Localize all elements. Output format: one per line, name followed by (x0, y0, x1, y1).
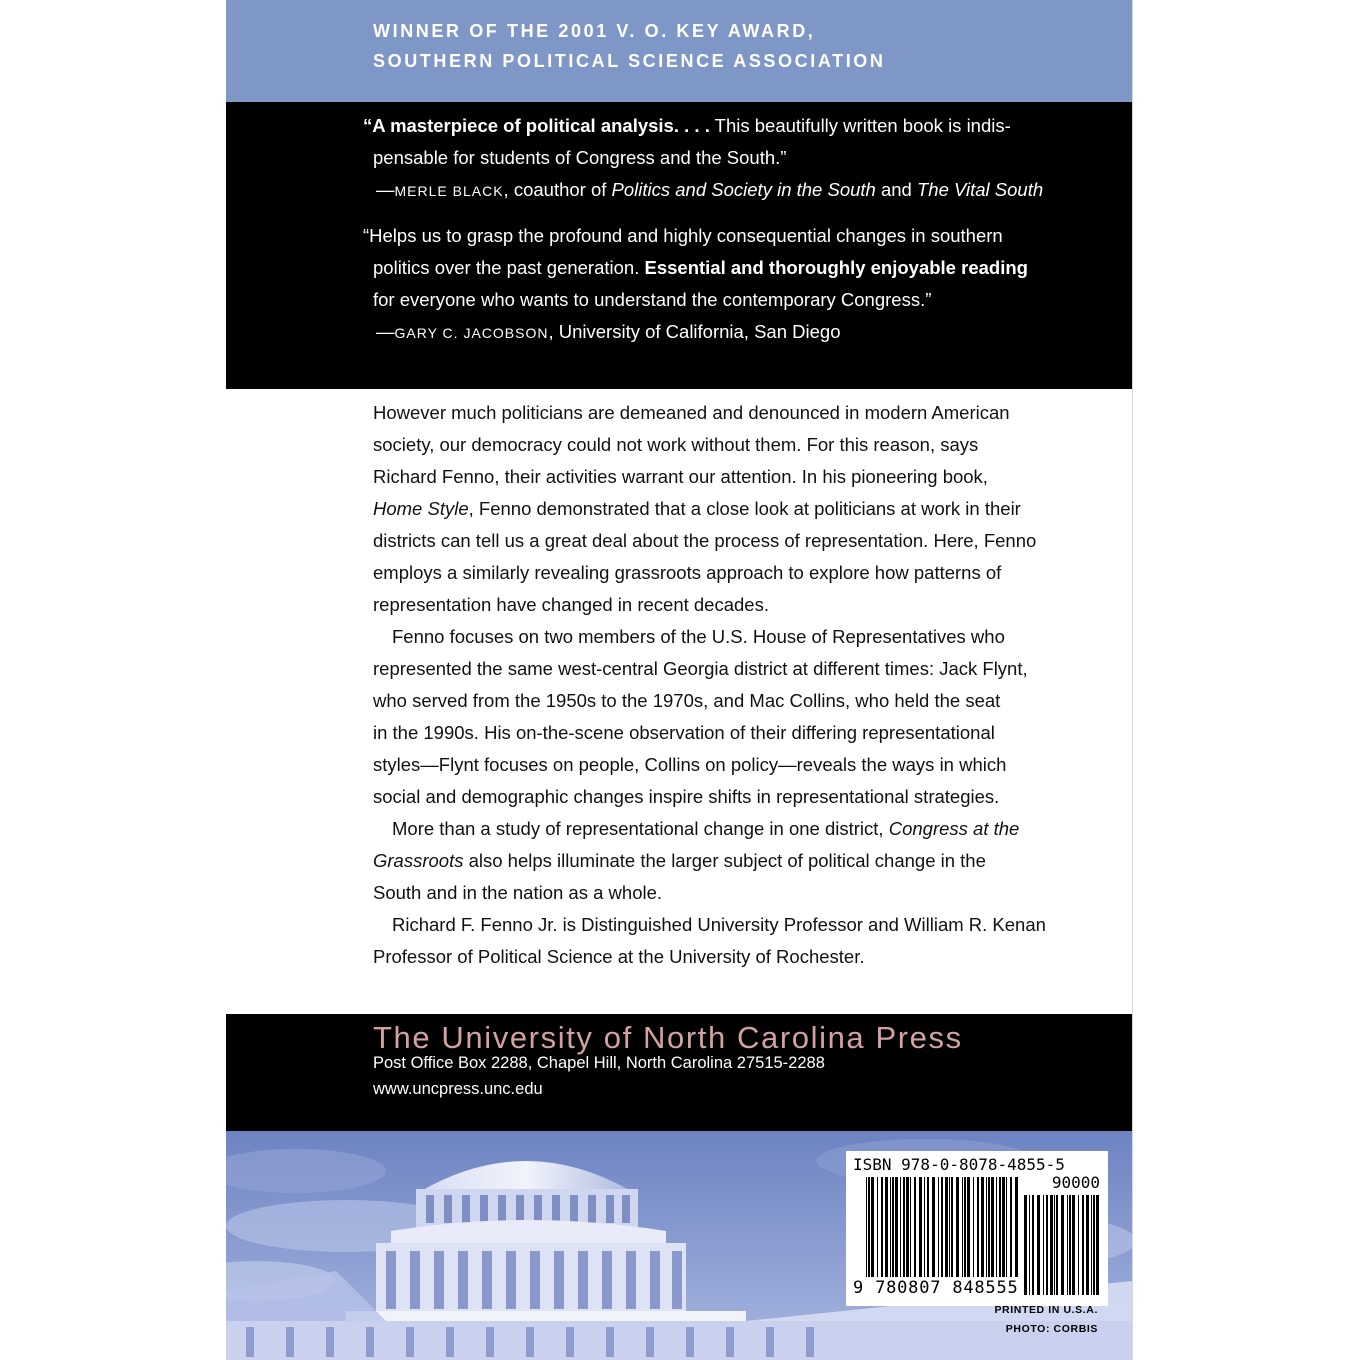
isbn-number: ISBN 978-0-8078-4855-5 (853, 1155, 1065, 1174)
barcode-bar (900, 1177, 901, 1277)
barcode-bar (1082, 1195, 1084, 1295)
quote-2-line-1: “Helps us to grasp the profound and highly consequential changes in southern (363, 225, 1003, 246)
description-line: represented the same west-central Georgia district at different times: Jack Flynt, (373, 658, 1028, 679)
book-description (226, 389, 1132, 1014)
barcode-bar (903, 1177, 905, 1277)
ean-digits: 9 780807 848555 (853, 1278, 1019, 1298)
award-title: WINNER OF THE 2001 V. O. KEY AWARD, (373, 21, 816, 41)
description-line: South and in the nation as a whole. (373, 882, 663, 903)
description-line (392, 818, 1019, 840)
attribution-dash: — (376, 321, 395, 342)
isbn-barcode-image (846, 1151, 1108, 1306)
publisher-band (226, 1014, 1132, 1131)
attribution-dash: — (376, 179, 395, 200)
barcode-bar (1091, 1195, 1092, 1295)
book-title-1: Politics and Society in the South (611, 179, 876, 200)
quote-2-bold: Essential and thoroughly enjoyable reading (644, 257, 1028, 278)
barcode-bar (892, 1177, 894, 1277)
attribution-name: GARY C. JACOBSON (394, 325, 549, 341)
description-line (373, 498, 1021, 520)
author-bio-line: Richard F. Fenno Jr. is Distinguished University Professor and William R. Kenan (392, 914, 1046, 935)
book-title-home-style: Home Style (373, 498, 469, 519)
quote-1-text: This beautifully written book is indis- (709, 115, 1011, 136)
quote-1-line-1 (363, 115, 1011, 137)
barcode-bar (1046, 1195, 1048, 1295)
award-band (226, 0, 1132, 102)
description-line: in the 1990s. His on-the-scene observation of their differing representational (373, 722, 995, 743)
quote-1-attribution (376, 179, 1043, 201)
barcode-bar (932, 1177, 935, 1277)
book-title-congress: Congress at the (888, 818, 1020, 839)
book-title-grassroots: Grassroots (373, 850, 464, 871)
quote-1-line-2: pensable for students of Congress and the South.” (373, 147, 787, 168)
barcode-bar (949, 1177, 950, 1277)
barcode-bar (866, 1177, 867, 1277)
barcode-bar (1054, 1195, 1055, 1295)
barcode-bar (1010, 1177, 1012, 1277)
quote-2-text: politics over the past generation. (373, 257, 645, 278)
quote-1-bold: “A masterpiece of political analysis. . . . (363, 115, 710, 136)
description-line (373, 850, 986, 872)
barcode-bar (986, 1177, 987, 1277)
barcode-bar (956, 1177, 959, 1277)
barcode-bar (881, 1177, 883, 1277)
award-association: SOUTHERN POLITICAL SCIENCE ASSOCIATION (373, 51, 886, 71)
description-line: society, our democracy could not work without them. For this reason, says (373, 434, 979, 455)
barcode-bar (895, 1177, 898, 1277)
description-line: Richard Fenno, their activities warrant our attention. In his pioneering book, (373, 466, 988, 487)
barcode-bar (938, 1177, 939, 1277)
book-title-2: The Vital South (916, 179, 1044, 200)
barcode-bar (1015, 1177, 1018, 1277)
barcode-bar (885, 1177, 888, 1277)
barcode-bar (1006, 1177, 1007, 1277)
barcode-bar (1032, 1195, 1034, 1295)
barcode-bar (890, 1177, 891, 1277)
barcode-bar (945, 1177, 948, 1277)
barcode-bar (1078, 1195, 1079, 1295)
quote-2-line-2 (373, 257, 1028, 279)
barcode-bar (1086, 1195, 1089, 1295)
barcode-bar (981, 1177, 984, 1277)
barcode-bar (877, 1177, 878, 1277)
description-text: also helps illuminate the larger subject of political change in the (463, 850, 986, 871)
attribution-role: , coauthor of (503, 179, 612, 200)
description-line: districts can tell us a great deal about the process of representation. Here, Fenno (373, 530, 1037, 551)
praise-section (226, 102, 1132, 389)
barcode-bar (1029, 1195, 1030, 1295)
barcode-bar (973, 1177, 974, 1277)
barcode-bar (991, 1177, 994, 1277)
barcode-bar (1002, 1177, 1005, 1277)
quote-2-line-3: for everyone who wants to understand the contemporary Congress.” (373, 289, 932, 310)
publisher-url: www.uncpress.unc.edu (373, 1080, 543, 1098)
description-line: Fenno focuses on two members of the U.S. House of Representatives who (392, 626, 1005, 647)
description-line: However much politicians are demeaned and denounced in modern American (373, 402, 1010, 423)
barcode-bar (988, 1177, 990, 1277)
description-line: social and demographic changes inspire shifts in representational strategies. (373, 786, 1000, 807)
barcode-bar (910, 1177, 911, 1277)
publisher-name: The University of North Carolina Press (373, 1020, 963, 1055)
description-line: styles—Flynt focuses on people, Collins on policy—reveals the ways in which (373, 754, 1007, 775)
barcode-bar (919, 1177, 922, 1277)
price-code: 90000 (1051, 1173, 1100, 1192)
barcode-bar (924, 1177, 925, 1277)
barcode-bar (941, 1177, 943, 1277)
description-line: who served from the 1950s to the 1970s, and Mac Collins, who held the seat (373, 690, 1001, 711)
capitol-dome-image (226, 1131, 1132, 1360)
book-back-cover (226, 0, 1133, 1360)
description-line: representation have changed in recent decades. (373, 594, 769, 615)
photo-credit: PHOTO: CORBIS (1005, 1323, 1098, 1335)
barcode-bar (914, 1177, 916, 1277)
barcode-bar (1093, 1195, 1095, 1295)
barcode-bar (1024, 1195, 1027, 1295)
attribution-name: MERLE BLACK (394, 183, 504, 199)
barcode-bar (1061, 1195, 1064, 1295)
barcode-bar (1050, 1195, 1053, 1295)
barcode-bar (1037, 1195, 1040, 1295)
description-text: More than a study of representational change in one district, (392, 818, 889, 839)
printed-in-label: PRINTED IN U.S.A. (994, 1304, 1098, 1316)
barcode-bar (906, 1177, 909, 1277)
attribution-affiliation: , University of California, San Diego (548, 321, 841, 342)
quote-2-attribution (376, 321, 841, 343)
barcode-bar (1072, 1195, 1075, 1295)
barcode-bar (1067, 1195, 1068, 1295)
description-line: employs a similarly revealing grassroots approach to explore how patterns of (373, 562, 1002, 583)
barcode-bar (967, 1177, 970, 1277)
barcode-bar (962, 1177, 963, 1277)
barcode-bar (999, 1177, 1001, 1277)
attribution-conj: and (875, 179, 917, 200)
barcode-bar (871, 1177, 874, 1277)
barcode-bar (1056, 1195, 1058, 1295)
barcode-bar (964, 1177, 966, 1277)
barcode-bar (868, 1177, 870, 1277)
barcode-bar (951, 1177, 953, 1277)
barcode-bar (1069, 1195, 1071, 1295)
barcode-bar (977, 1177, 979, 1277)
barcode-bar (927, 1177, 929, 1277)
barcode-bar (996, 1177, 997, 1277)
barcode-bar (1043, 1195, 1044, 1295)
barcode-bar (1096, 1195, 1099, 1295)
publisher-address: Post Office Box 2288, Chapel Hill, North Carolina 27515-2288 (373, 1054, 825, 1072)
description-text: , Fenno demonstrated that a close look at politicians at work in their (468, 498, 1021, 519)
author-bio-line: Professor of Political Science at the University of Rochester. (373, 946, 865, 967)
